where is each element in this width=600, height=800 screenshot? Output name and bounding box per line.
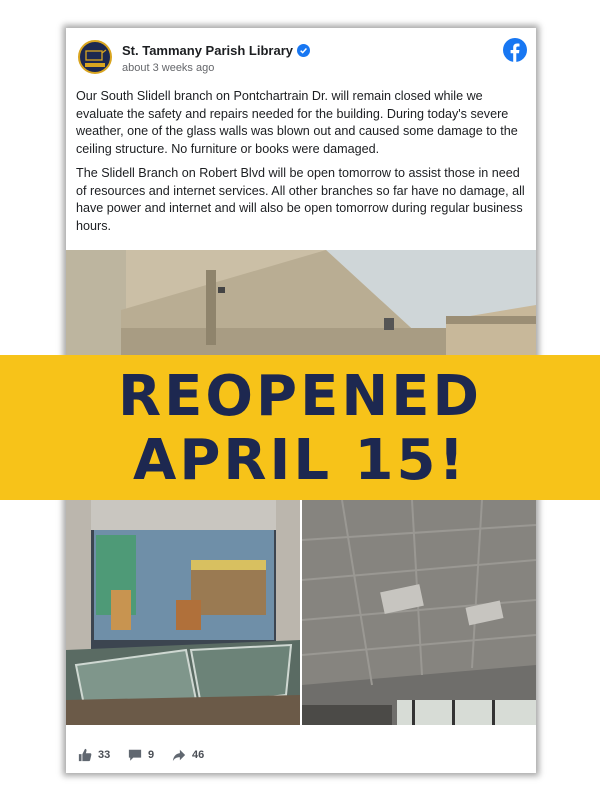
post-body (76, 88, 528, 242)
reopened-banner (0, 355, 600, 500)
post-paragraph: The Slidell Branch on Robert Blvd will be open tomorrow to assist those in need of resources and internet services. All other branches so far have no damage, all have power and internet and will also be open tomorrow during regular business hours. (76, 166, 525, 233)
banner-line-2: APRIL 15! (133, 428, 467, 493)
share-arrow-icon (172, 748, 186, 762)
post-paragraph: Our South Slidell branch on Pontchartrain Dr. will remain closed while we evaluate the safety and repairs needed for the building. During today's severe weather, one of the glass walls was blown out and caused some damage to the ceiling structure. No furniture or books were damaged. (76, 89, 518, 156)
like-count[interactable]: 33 (78, 748, 110, 762)
photo-broken-glass-wall[interactable] (66, 500, 300, 725)
photo-damaged-ceiling[interactable] (302, 500, 536, 725)
banner-line-1: REOPENED (118, 364, 482, 429)
photo-building-exterior[interactable] (66, 250, 536, 360)
comment-count[interactable]: 9 (128, 748, 154, 762)
share-count[interactable]: 46 (172, 748, 204, 762)
post-timestamp[interactable]: about 3 weeks ago (122, 62, 215, 74)
comment-icon (128, 748, 142, 762)
library-logo-icon[interactable] (78, 40, 112, 74)
verified-badge-icon (297, 44, 310, 57)
facebook-icon[interactable] (503, 38, 527, 62)
thumbs-up-icon (78, 748, 92, 762)
post-reactions-bar (66, 740, 536, 770)
page-name[interactable]: St. Tammany Parish Library (122, 43, 310, 58)
